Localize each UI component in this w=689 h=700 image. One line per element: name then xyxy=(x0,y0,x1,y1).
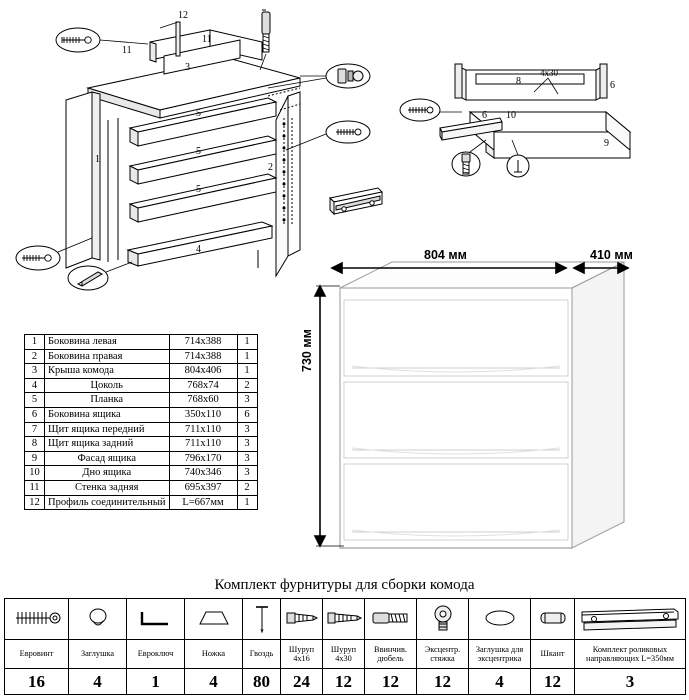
part-qty: 2 xyxy=(237,378,257,393)
part-qty: 1 xyxy=(237,495,257,510)
kit-label: Заглушка xyxy=(69,640,127,669)
table-row xyxy=(25,466,258,481)
part-dim: 711х110 xyxy=(169,422,237,437)
width-dimension-label: 804 мм xyxy=(424,248,467,262)
cam-cover-icon xyxy=(469,599,531,640)
part-name: Боковина правая xyxy=(45,349,170,364)
part-name: Боковина левая xyxy=(45,335,170,350)
kit-title: Комплект фурнитуры для сборки комода xyxy=(214,577,475,593)
callout-11b: 11 xyxy=(202,34,212,45)
part-name: Щит ящика передний xyxy=(45,422,170,437)
part-qty: 1 xyxy=(237,349,257,364)
hex-key-icon xyxy=(127,599,185,640)
part-no: 10 xyxy=(25,466,45,481)
table-row xyxy=(25,480,258,495)
part-qty: 2 xyxy=(237,480,257,495)
callout-2: 2 xyxy=(268,162,273,173)
height-dimension-label: 730 мм xyxy=(300,329,314,372)
screw-4x30-icon xyxy=(323,599,365,640)
foot-icon xyxy=(185,599,243,640)
kit-label: Шуруп 4х30 xyxy=(323,640,365,669)
part-qty: 3 xyxy=(237,466,257,481)
nail-icon xyxy=(243,599,281,640)
part-name: Цоколь xyxy=(45,378,170,393)
part-dim: 804х406 xyxy=(169,364,237,379)
table-row xyxy=(25,349,258,364)
kit-qty: 16 xyxy=(5,669,69,695)
kit-label: Гвоздь xyxy=(243,640,281,669)
part-dim: 711х110 xyxy=(169,437,237,452)
drawer-callout-6b: 6 xyxy=(610,80,615,91)
part-dim: L=667мм xyxy=(169,495,237,510)
kit-label: Шуруп 4х16 xyxy=(281,640,323,669)
kit-qty: 12 xyxy=(417,669,469,695)
kit-label: Евроключ xyxy=(127,640,185,669)
part-name: Стенка задняя xyxy=(45,480,170,495)
kit-qty: 4 xyxy=(469,669,531,695)
part-qty: 3 xyxy=(237,393,257,408)
part-no: 3 xyxy=(25,364,45,379)
part-no: 1 xyxy=(25,335,45,350)
table-row xyxy=(25,407,258,422)
part-no: 2 xyxy=(25,349,45,364)
part-no: 6 xyxy=(25,407,45,422)
part-qty: 1 xyxy=(237,335,257,350)
table-row xyxy=(25,451,258,466)
kit-qty: 12 xyxy=(365,669,417,695)
drawer-slide-icon xyxy=(575,599,686,640)
part-no: 9 xyxy=(25,451,45,466)
table-row xyxy=(25,437,258,452)
callout-5a: 5 xyxy=(196,108,201,119)
cam-lock-icon xyxy=(417,599,469,640)
part-qty: 6 xyxy=(237,407,257,422)
callout-11a: 11 xyxy=(122,45,132,56)
part-dim: 796х170 xyxy=(169,451,237,466)
kit-qty: 4 xyxy=(185,669,243,695)
part-dim: 695х397 xyxy=(169,480,237,495)
kit-label: Комплект роликовых направляющих L=350мм xyxy=(575,640,686,669)
kit-label: Ножка xyxy=(185,640,243,669)
table-row xyxy=(25,422,258,437)
callout-4: 4 xyxy=(196,244,201,255)
kit-qty: 1 xyxy=(127,669,185,695)
callout-3: 3 xyxy=(185,62,190,73)
part-no: 5 xyxy=(25,393,45,408)
part-name: Профиль соединительный xyxy=(45,495,170,510)
kit-label: Евровинт xyxy=(5,640,69,669)
callout-1: 1 xyxy=(95,154,100,165)
part-no: 8 xyxy=(25,437,45,452)
callout-5b: 5 xyxy=(196,146,201,157)
drawer-callout-9: 9 xyxy=(604,138,609,149)
part-qty: 3 xyxy=(237,437,257,452)
part-dim: 768х60 xyxy=(169,393,237,408)
part-dim: 768х74 xyxy=(169,378,237,393)
part-dim: 740х346 xyxy=(169,466,237,481)
drawer-callout-6a: 6 xyxy=(482,110,487,121)
kit-label: Шкант xyxy=(531,640,575,669)
kit-qty: 12 xyxy=(531,669,575,695)
cap-plug-icon xyxy=(69,599,127,640)
part-qty: 3 xyxy=(237,451,257,466)
screw-4x16-icon xyxy=(281,599,323,640)
kit-label: Заглушка для эксцентрика xyxy=(469,640,531,669)
kit-label: Ввинчив. дюбель xyxy=(365,640,417,669)
parts-table xyxy=(24,334,258,510)
hardware-kit-table xyxy=(4,598,686,695)
depth-dimension-label: 410 мм xyxy=(590,248,633,262)
kit-qty: 12 xyxy=(323,669,365,695)
kit-qty: 3 xyxy=(575,669,686,695)
part-no: 7 xyxy=(25,422,45,437)
part-name: Планка xyxy=(45,393,170,408)
drawer-callout-8: 8 xyxy=(516,76,521,87)
euro-screw-icon xyxy=(5,599,69,640)
callout-12: 12 xyxy=(178,10,188,21)
dowel-icon xyxy=(531,599,575,640)
part-no: 11 xyxy=(25,480,45,495)
part-no: 4 xyxy=(25,378,45,393)
part-dim: 350х110 xyxy=(169,407,237,422)
part-dim: 714х388 xyxy=(169,335,237,350)
table-row xyxy=(25,495,258,510)
part-no: 12 xyxy=(25,495,45,510)
part-dim: 714х388 xyxy=(169,349,237,364)
table-row xyxy=(25,335,258,350)
table-row xyxy=(25,378,258,393)
part-name: Боковина ящика xyxy=(45,407,170,422)
kit-qty: 4 xyxy=(69,669,127,695)
kit-qty: 80 xyxy=(243,669,281,695)
table-row xyxy=(25,364,258,379)
table-row xyxy=(25,393,258,408)
part-name: Крыша комода xyxy=(45,364,170,379)
kit-qty: 24 xyxy=(281,669,323,695)
part-name: Фасад ящика xyxy=(45,451,170,466)
kit-label: Эксцентр. стяжка xyxy=(417,640,469,669)
part-qty: 1 xyxy=(237,364,257,379)
dowel-screw-icon xyxy=(365,599,417,640)
part-name: Дно ящика xyxy=(45,466,170,481)
drawer-callout-10: 10 xyxy=(506,110,516,121)
callout-5c: 5 xyxy=(196,184,201,195)
drawer-screw-label: 4х30 xyxy=(540,68,558,78)
part-name: Щит ящика задний xyxy=(45,437,170,452)
part-qty: 3 xyxy=(237,422,257,437)
